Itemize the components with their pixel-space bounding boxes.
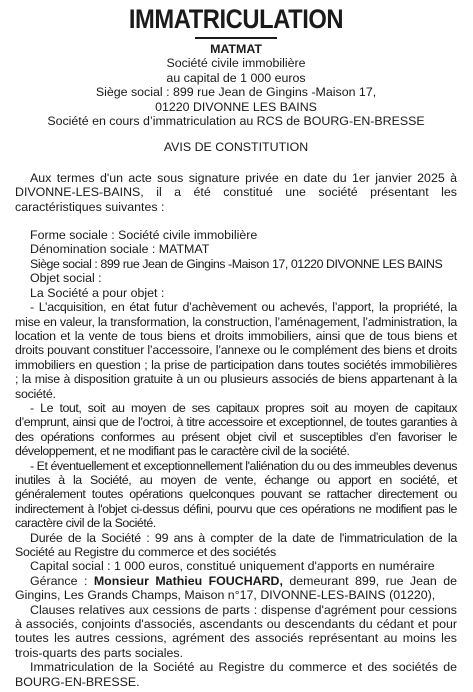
legal-notice: [0, 4, 473, 692]
objet-social-intro: La Société a pour objet :: [30, 285, 165, 300]
company-name: MATMAT: [210, 42, 262, 56]
objet-paragraph-3: - Et éventuellement et exceptionnellement l'aliénation du ou des immeubles devenus inutiles à la Société, au moyen de vente, échange ou apport en société, et généralement toutes opérations quelconques pouvant se rattacher directement ou indirectement à l'objet ci-dessus défini, pourvu que ces opérations ne modifient pas le caractère civil de la Société.: [15, 458, 457, 531]
title-divider: [195, 37, 277, 39]
intro-paragraph: Aux termes d'un acte sous signature privée en date du 1er janvier 2025 à DIVONNE-LES-BAINS, il a été constitué une société présentant les caractéristiques suivantes :: [15, 170, 457, 214]
objet-paragraph-2: - Le tout, soit au moyen de ses capitaux propres soit au moyen de capitaux d’emprunt, ainsi que de l’octroi, à titre accessoire et exceptionnel, de toutes garanties à des opérations conformes au présent objet civil et susceptibles d’en favoriser le développement, et ne modifiant pas le caractère civil de la société.: [15, 400, 457, 459]
page-title: IMMATRICULATION: [128, 4, 344, 34]
notice-body: [15, 171, 457, 689]
immatriculation-paragraph: Immatriculation de la Société au Registre du commerce et des sociétés de BOURG-EN-BRESSE.: [15, 660, 457, 689]
siege-social: Siège social : 899 rue Jean de Gingins -Maison 17, 01220 DIVONNE LES BAINS: [30, 256, 443, 271]
company-rcs-status: Société en cours d’immatriculation au RCS de BOURG-EN-BRESSE: [47, 114, 425, 129]
company-address-line1: Siège social : 899 rue Jean de Gingins -Maison 17,: [95, 85, 377, 100]
company-address-line2: 01220 DIVONNE LES BAINS: [155, 99, 317, 114]
objet-paragraph-1: - L’acquisition, en état futur d’achèvement ou achevés, l’apport, la propriété, la mise en valeur, la transformation, la construction, l’aménagement, l’administration, la location et la vente de tous biens et droits immobiliers, ainsi que de tous biens et droits pouvant constituer l’accessoire, l’annexe ou le complément des biens et droits immobiliers en question ; la prise de participation dans toutes sociétés immobilières ; la mise à disposition gratuite à un ou plusieurs associés de biens appartenant à la société.: [15, 300, 457, 401]
duree-paragraph: Durée de la Société : 99 ans à compter de la date de l'immatriculation de la Société au Registre du commerce et des sociétés: [15, 530, 457, 559]
spacer: [15, 214, 457, 228]
capital-paragraph: Capital social : 1 000 euros, constitué uniquement d'apports en numéraire: [30, 559, 435, 574]
gerance-label: Gérance :: [30, 573, 94, 588]
company-header: [15, 42, 457, 128]
clauses-paragraph: Clauses relatives aux cessions de parts : dispense d'agrément pour cessions à associés, conjoints d'associés, ascendants ou descendants du cédant et pour toutes les autres cessions, agrément des associés représentant au moins les trois-quarts des parts sociales.: [15, 602, 457, 660]
forme-sociale: Forme sociale : Société civile immobilière: [30, 228, 258, 243]
company-capital: au capital de 1 000 euros: [166, 70, 306, 85]
objet-social-label: Objet social :: [30, 271, 102, 286]
gerance-paragraph: [15, 574, 457, 603]
denomination-sociale: Dénomination sociale : MATMAT: [30, 242, 210, 257]
company-type: Société civile immobilière: [166, 56, 306, 71]
gerant-name: Monsieur Mathieu FOUCHARD,: [93, 573, 283, 588]
notice-heading: AVIS DE CONSTITUTION: [163, 140, 309, 155]
gerant-address: demeurant 899, rue Jean de Gingins, Les Grands Champs, Maison n°17, DIVONNE-LES-BAINS (01220),: [15, 573, 458, 603]
